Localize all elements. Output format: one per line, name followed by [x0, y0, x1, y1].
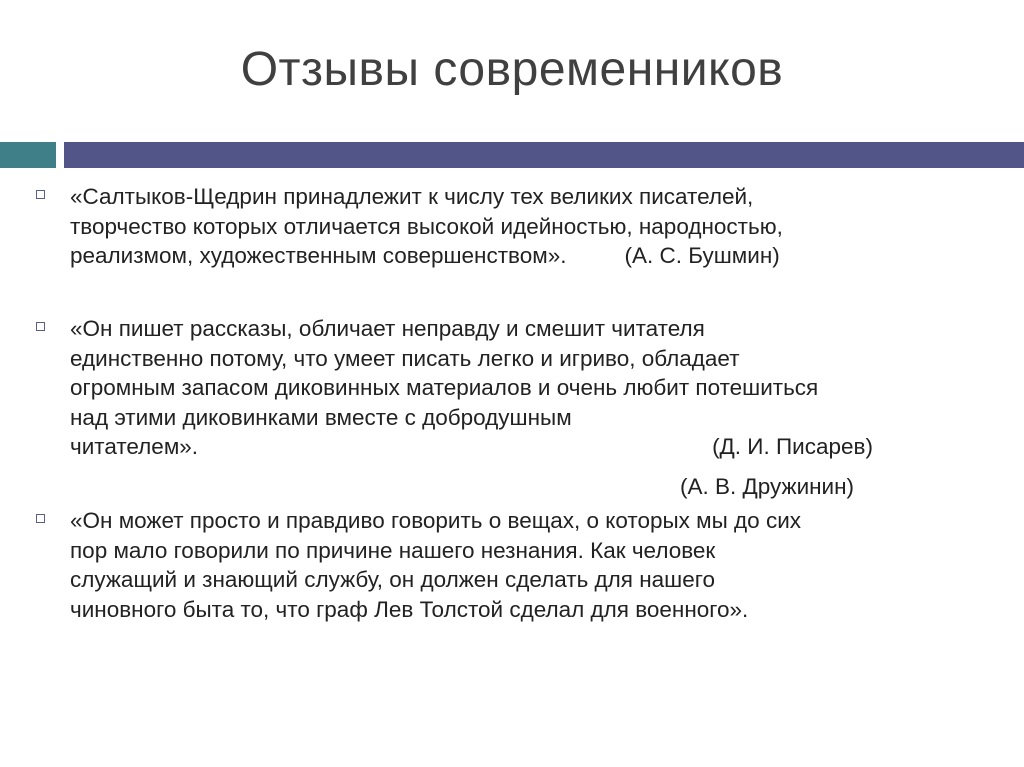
quote-line: служащий и знающий службу, он должен сделать для нашего — [70, 567, 715, 592]
title-underline-left — [0, 142, 56, 168]
bullet-square-icon — [36, 322, 45, 331]
quote-text — [70, 314, 950, 462]
quote-line: творчество которых отличается высокой идейностью, народностью, — [70, 213, 783, 239]
quote-author: (А. С. Бушмин) — [624, 243, 780, 268]
quote-line-text: реализмом, художественным совершенством». — [70, 243, 567, 268]
quote-line: единственно потому, что умеет писать легко и игриво, обладает — [70, 345, 740, 371]
quote-author: (Д. И. Писарев) — [712, 434, 873, 459]
quote-author-druzhinin: (А. В. Дружинин) — [680, 474, 855, 499]
quote-line — [70, 432, 950, 462]
quote-line: над этими диковинками вместе с добродушным — [70, 404, 572, 430]
quote-line: чиновного быта то, что граф Лев Толстой сделал для военного». — [70, 596, 749, 622]
quote-line: «Он может просто и правдиво говорить о вещах, о которых мы до сих — [70, 508, 802, 533]
quote-line: «Он пишет рассказы, обличает неправду и смешит читателя — [70, 316, 705, 341]
page-title: Отзывы современников — [240, 43, 784, 96]
quote-line: огромным запасом диковинных материалов и очень любит потешиться — [70, 375, 819, 400]
quote-line-text: читателем». — [70, 434, 199, 459]
quote-text — [70, 182, 950, 271]
quote-line — [70, 241, 950, 271]
quote-line: «Салтыков-Щедрин принадлежит к числу тех великих писателей, — [70, 184, 754, 209]
bullet-square-icon — [36, 514, 45, 523]
quote-line: пор мало говорили по причине нашего незнания. Как человек — [70, 537, 716, 563]
quote-text — [70, 506, 950, 624]
bullet-square-icon — [36, 190, 45, 199]
title-underline-right — [64, 142, 1024, 168]
